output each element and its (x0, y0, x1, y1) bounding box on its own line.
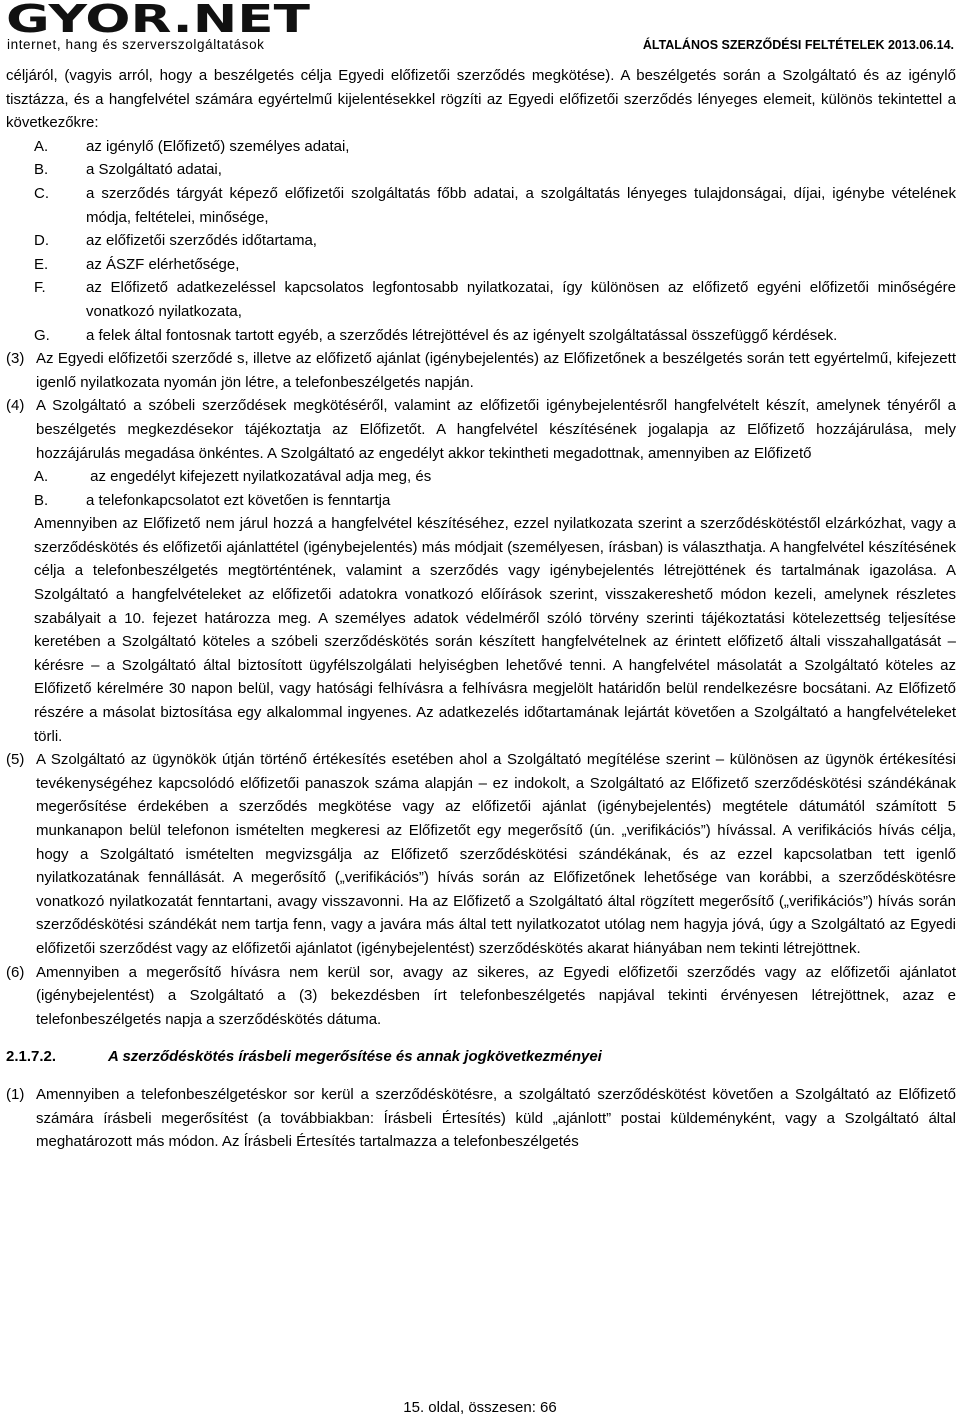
numbered-paragraph (6, 961, 956, 1032)
list-marker: B. (34, 491, 49, 509)
paragraph-marker: (6) (6, 963, 25, 981)
numbered-paragraph (6, 748, 956, 960)
paragraph-marker: (3) (6, 350, 25, 368)
intro-paragraph: céljáról, (vagyis arról, hogy a beszélgetés célja Egyedi előfizetői szerződés megkötése). A beszélgetés során a Szolgáltató és az igénylő tisztázza, és a hangfelvétel számára egyértelmű kijelentésekkel rögzíti az Egyedi előfizetői szerződés lényeges elemeit, különös tekintettel a következőkre: (6, 67, 956, 132)
list-text: az ÁSZF elérhetősége, (86, 255, 240, 273)
numbered-paragraph (6, 1083, 956, 1154)
list-text: a szerződés tárgyát képező előfizetői szolgáltatás főbb adatai, a szolgáltatás lényeges tulajdonságai, díjai, igénybe vételének módja, feltételei, minősége, (86, 184, 956, 226)
list-text: az igénylő (Előfizető) személyes adatai, (86, 137, 350, 155)
list-item (6, 158, 956, 182)
numbered-paragraph (6, 394, 956, 465)
list-marker: D. (34, 232, 49, 250)
list-marker: A. (34, 137, 49, 155)
section-number: 2.1.7.2. (6, 1048, 57, 1066)
page-header (0, 0, 960, 58)
list-item (6, 324, 956, 348)
list-marker: B. (34, 161, 49, 179)
list-text: az engedélyt kifejezett nyilatkozatával adja meg, és (86, 468, 432, 486)
list-item (6, 465, 956, 489)
list-item (6, 489, 956, 513)
logo-wordmark (6, 2, 312, 34)
list-text: a telefonkapcsolatot ezt követően is fenntartja (86, 491, 391, 509)
document-body (6, 64, 956, 1154)
document-title: ÁLTALÁNOS SZERZŐDÉSI FELTÉTELEK 2013.06.14. (642, 38, 954, 52)
paragraph-text: Az Egyedi előfizetői szerződé s, illetve az előfizető ajánlat (igénybejelentés) az Előfizetőnek a beszélgetés során tett egyértelmű, kifejezett igenlő nyilatkozata nyomán jön létre, a telefonbeszélgetés napján. (36, 350, 956, 391)
logo-tagline: internet, hang és szerverszolgáltatások (7, 37, 265, 52)
list-text: az Előfizető adatkezeléssel kapcsolatos legfontosabb nyilatkozatai, így különösen az előfizető egyéni előfizetői minőségére vonatkozó nyilatkozata, (86, 279, 956, 320)
list-item (6, 253, 956, 277)
paragraph-marker: (5) (6, 751, 25, 769)
section-title: A szerződéskötés írásbeli megerősítése és annak jogkövetkezményei (108, 1048, 602, 1066)
gyor-net-logo (6, 2, 312, 34)
list-text: az előfizetői szerződés időtartama, (86, 232, 317, 250)
paragraph-continuation: Amennyiben az Előfizető nem járul hozzá a hangfelvétel készítéséhez, ezzel nyilatkozata szerint a szerződéskötéstől elzárkózhat, vagy a szerződéskötés és előfizetői ajánlattétel (igénybejelentés) más módjait (személyesen, írásban) is választhatja. A hangfelvétel készítésének célja a telefonbeszélgetés megtörténtének, valamint a szerződés vagy igénybejelentés létrejöttének és tartalmának igazolása. A Szolgáltató a hangfelvételeket az előfizetői adatokra vonatkozó előírások szerint, visszakereshető módon kezeli, amelynek részletes szabályait a 10. fejezet határozza meg. A személyes adatok védelméről szóló törvény szerinti tájékoztatási kötelezettség teljesítése keretében a Szolgáltató köteles a szóbeli szerződéskötés során készített hangfelvételnek az érintett előfizető általi visszahallgatását – kérésre – a Szolgáltató által biztosított ügyfélszolgálati helyiségben lehetővé tenni. A hangfelvétel másolatát a Szolgáltató köteles az Előfizető kérelmére 30 napon belül, vagy hatósági felhívásra a felhívásra megjelölt határidőn belül rendelkezésre bocsátani. Az Előfizető részére a másolat biztosítása egy alkalommal ingyenes. Az adatkezelés időtartamának lejártát követően a Szolgáltató a hangfelvételeket törli. (34, 515, 956, 745)
list-item (6, 276, 956, 323)
list-item (6, 182, 956, 229)
list-marker: C. (34, 184, 49, 202)
svg-text:GYOR.NET: GYOR.NET (6, 2, 311, 34)
list-text: a Szolgáltató adatai, (86, 161, 222, 179)
page-footer: 15. oldal, összesen: 66 (403, 1399, 557, 1416)
section-heading (6, 1045, 956, 1069)
paragraph-text: A Szolgáltató a szóbeli szerződések megkötéséről, valamint az előfizetői igénybejelentésről hangfelvételt készít, amelynek tényéről a beszélgetés megkezdésekor tájékoztatja az Előfizetőt. A hangfelvétel készítésének jogalapja az Előfizető hozzájárulása, mely hozzájárulás megadása önkéntes. A Szolgáltató az engedélyt akkor tekintheti megadottnak, amennyiben az Előfizető (36, 397, 956, 462)
list-marker: E. (34, 255, 49, 273)
list-marker: A. (34, 468, 49, 486)
list-item (6, 229, 956, 253)
paragraph-marker: (4) (6, 397, 25, 415)
list-marker: F. (34, 279, 46, 297)
paragraph-text: Amennyiben a telefonbeszélgetéskor sor kerül a szerződéskötésre, a szolgáltató szerződéskötést követően a Szolgáltató az Előfizető számára írásbeli megerősítést (a továbbiakban: Írásbeli Értesítés) küld „ajánlott” postai küldeményként, vagy a Szolgáltató által meghatározott más módon. Az Írásbeli Értesítés tartalmazza a telefonbeszélgetés (36, 1085, 956, 1151)
paragraph-text: Amennyiben a megerősítő hívásra nem kerül sor, avagy az sikeres, az Egyedi előfizetői szerződés vagy az előfizetői ajánlatot (igénybejelentést) a Szolgáltató a (3) bekezdésben írt telefonbeszélgetés napjával tekinti érvényesen létrejöttnek, azaz e telefonbeszélgetés napja a szerződéskötés dátuma. (36, 963, 956, 1028)
paragraph-text: A Szolgáltató az ügynökök útján történő értékesítés esetében ahol a Szolgáltató megítélése szerint – különösen az ügynök értékesítési tevékenységéhez kapcsolódó előfizetői panaszok száma alapján – ez indokolt, a Szolgáltató az Előfizető szerződéskötési szándékának megerősítése érdekében a szerződés megkötése vagy az előfizetői ajánlat (igénybejelentés) megtétele dátumától számított 5 munkanapon belül telefonon ismételten megkeresi az Előfizetőt egy megerősítő (ún. „verifikációs”) hívással. A verifikációs hívás célja, hogy a Szolgáltató ismételten megvizsgálja az Előfizető szerződéskötési szándékának, és az ezzel kapcsolatban tett igenlő nyilatkozatának fennállását. A megerősítő („verifikációs”) hívás során az Előfizetőnek lehetősége van korábbi, a szerződéskötésre vonatkozó nyilatkozatát fenntartani, avagy visszavonni. Ha az Előfizető a Szolgáltató által rögzített megerősítő („verifikációs”) hívás során szerződéskötési szándékát nem tartja fenn, vagy a javára más által tett nyilatkozatot utólag nem hagyja jóvá, úgy a Szolgáltató az Egyedi előfizetői szerződést vagy az előfizetői ajánlatot (igénybejelentést) szerződéskötés akarat hiányában nem tekinti létrejöttnek. (36, 751, 956, 957)
numbered-paragraph (6, 347, 956, 394)
list-text: a felek által fontosnak tartott egyéb, a szerződés létrejöttével és az igényelt szolgáltatással összefüggő kérdések. (86, 326, 838, 344)
list-marker: G. (34, 326, 50, 344)
paragraph-marker: (1) (6, 1085, 25, 1103)
list-item (6, 135, 956, 159)
